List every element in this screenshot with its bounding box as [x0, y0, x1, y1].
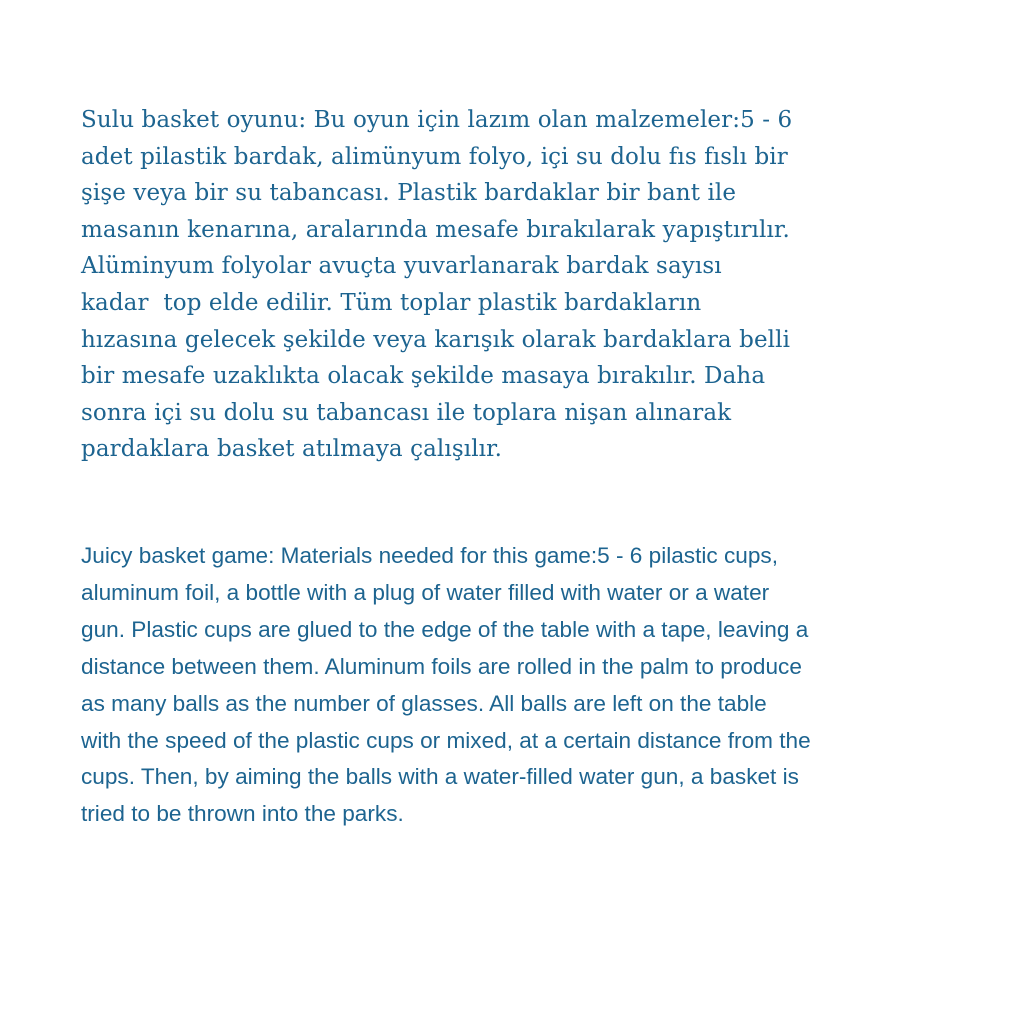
- turkish-line: pardaklara basket atılmaya çalışılır.: [81, 436, 503, 463]
- english-line: Juicy basket game: Materials needed for this game:5 - 6 pilastic cups,: [81, 543, 778, 568]
- turkish-line: kadar top elde edilir. Tüm toplar plastik bardakların: [81, 289, 702, 316]
- english-line: as many balls as the number of glasses. All balls are left on the table: [81, 690, 767, 716]
- turkish-line: bir mesafe uzaklıkta olacak şekilde masaya bırakılır. Daha: [81, 363, 766, 390]
- english-line: gun. Plastic cups are glued to the edge of the table with a tape, leaving a: [81, 616, 809, 642]
- turkish-paragraph: [81, 102, 931, 468]
- english-line: distance between them. Aluminum foils are rolled in the palm to produce: [81, 653, 802, 679]
- turkish-line: sonra içi su dolu su tabancası ile toplara nişan alınarak: [81, 399, 732, 426]
- turkish-line: Alüminyum folyolar avuçta yuvarlanarak bardak sayısı: [81, 253, 722, 280]
- turkish-line: şişe veya bir su tabancası. Plastik bardaklar bir bant ile: [81, 180, 737, 207]
- english-line: tried to be thrown into the parks.: [81, 801, 404, 827]
- turkish-line: Sulu basket oyunu: Bu oyun için lazım olan malzemeler:5 - 6: [81, 107, 793, 133]
- turkish-line: adet pilastik bardak, alimünyum folyo, içi su dolu fıs fıslı bir: [81, 143, 788, 170]
- turkish-line: hızasına gelecek şekilde veya karışık olarak bardaklara belli: [81, 326, 791, 353]
- english-line: aluminum foil, a bottle with a plug of water filled with water or a water: [81, 579, 770, 605]
- english-line: cups. Then, by aiming the balls with a water-filled water gun, a basket is: [81, 764, 799, 790]
- turkish-line: masanın kenarına, aralarında mesafe bırakılarak yapıştırılır.: [81, 216, 790, 243]
- english-line: with the speed of the plastic cups or mixed, at a certain distance from the: [81, 727, 811, 753]
- english-paragraph: [81, 538, 961, 833]
